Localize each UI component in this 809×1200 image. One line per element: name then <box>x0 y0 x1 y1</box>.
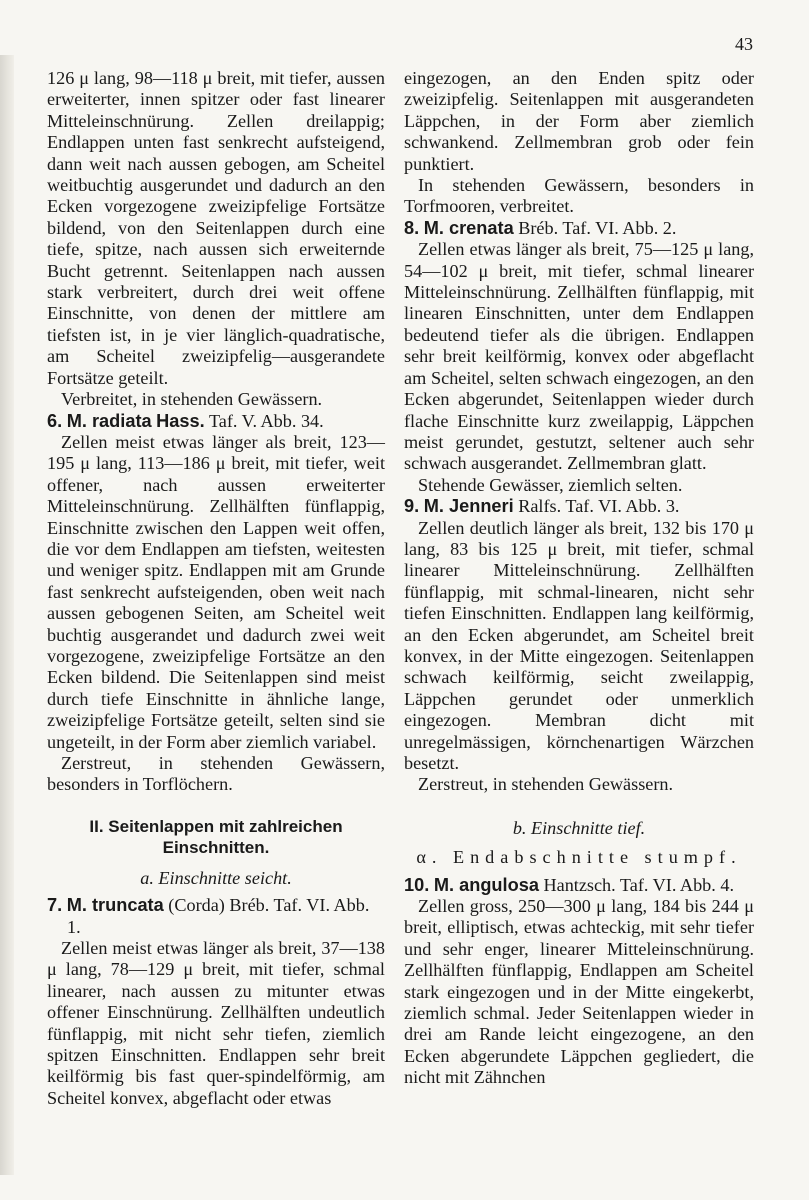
species-author: Ralfs. <box>518 496 562 517</box>
plate-reference: Taf. VI. Abb. 1. <box>67 895 370 937</box>
page-number: 43 <box>735 34 753 54</box>
plate-reference: Taf. VI. Abb. 3. <box>565 496 680 517</box>
subsection-heading: b. Einschnitte tief. <box>512 817 646 838</box>
entry-number: 8. <box>404 217 420 238</box>
subsubsection-heading: α. Endabschnitte stumpf. <box>416 847 742 868</box>
species-description: Zellen gross, 250—300 μ lang, 184 bis 244 μ breit, elliptisch, etwas achteckig, mit sehr tiefer und sehr enger, linearer Mitteleinschnürung. Zellhälften fünflappig, Endlappen am Scheitel stark eingezogen und in der Mitte eingekerbt, ziemlich schmal. Jeder Seitenlappen wieder in drei am Rande leicht eingezogene, an den Ecken abgerundete Läppchen gegliedert, die nicht mit Zähnchen <box>404 896 754 1088</box>
paragraph: eingezogen, an den Enden spitz oder zweizipfelig. Seitenlappen mit ausgerandeten Läppchen, in der Form aber ziemlich schwankend. Zellmembran grob oder fein punktiert. <box>404 68 754 174</box>
species-name: M. truncata <box>66 895 164 916</box>
species-entry-9 <box>404 496 754 517</box>
entry-number: 7. <box>47 895 63 916</box>
habitat-note: Stehende Gewässer, ziemlich selten. <box>418 474 683 495</box>
species-description: Zellen etwas länger als breit, 75—125 μ lang, 54—102 μ breit, mit tiefer, schmal linearer Mitteleinschnürung. Zellhälften fünflappig, mit linearen Einschnitten, unter dem Endlappen bedeutend tiefer als die übrigen. Endlappen sehr breit keilförmig, konvex oder abgeflacht am Scheitel, selten schwach eingezogen, an den Ecken abgerundet, Seitenlappen wieder durch flache Einschnitte kurz zweilappig, Läppchen meist gerundet, gestutzt, seltener auch sehr schwach ausgerandet. Zellmembran glatt. <box>404 239 754 474</box>
entry-number: 10. <box>404 874 430 895</box>
entry-number: 6. <box>47 410 63 431</box>
species-author: Hass. <box>156 410 205 431</box>
species-description: Zellen meist etwas länger als breit, 37—138 μ lang, 78—129 μ breit, mit tiefer, schmal linearer, nach aussen zu mitunter etwas offener Einschnürung. Zellhälften undeutlich fünflappig, mit nicht sehr tiefen, ziemlich spitzen Einschnitten. Endlappen sehr breit keilförmig bis fast quer-spindelförmig, am Scheitel konvex, abgeflacht oder etwas <box>47 938 385 1108</box>
species-author: (Corda) Bréb. <box>168 895 270 916</box>
species-description: Zellen meist etwas länger als breit, 123—195 μ lang, 113—186 μ breit, mit tiefer, weit offener, nach aussen erweiterter Mitteleinschnürung. Zellhälften fünflappig, Einschnitte zwischen den Lappen weit offen, die vor dem Endlappen am tiefsten, weitesten und weniger spitz. Endlappen mit am Grunde fast senkrecht aufsteigenden, oben weit nach aussen gebogenen Seiten, am Scheitel weit buchtig ausgerandet und dadurch zwei weit vorgezogene, zweizipfelige Fortsätze an den Ecken bildend. Die Seitenlappen sind meist durch tiefe Einschnitte in ähnliche lange, zweizipfelige Fortsätze geteilt, selten sind sie ungeteilt, in der Form aber ziemlich variabel. <box>47 431 385 752</box>
binding-edge <box>0 55 14 1175</box>
species-name: M. angulosa <box>433 874 539 895</box>
species-entry-8 <box>404 218 754 239</box>
subsection-heading: a. Einschnitte seicht. <box>140 867 292 888</box>
species-entry-6 <box>47 411 385 432</box>
plate-reference: Taf. VI. Abb. 2. <box>562 217 677 238</box>
habitat-note: In stehenden Gewässern, besonders in Torfmooren, verbreitet. <box>404 175 754 217</box>
habitat-note: Zerstreut, in stehenden Gewässern, besonders in Torflöchern. <box>47 753 385 795</box>
species-entry-10 <box>404 875 754 896</box>
species-entry-7 <box>47 895 385 938</box>
right-column <box>404 68 754 1089</box>
paragraph: 126 μ lang, 98—118 μ breit, mit tiefer, aussen erweiterter, innen spitzer oder fast linearer Mitteleinschnürung. Zellen dreilappig; Endlappen unten fast senkrecht aufsteigend, dann weit nach aussen gebogen, am Scheitel weitbuchtig ausgerundet und dadurch an den Ecken vorgezogene zweizipfelige Fortsätze bildend, von den Seitenlappen durch eine tiefe, spitze, nach aussen sich erweiternde Bucht getrennt. Seitenlappen nach aussen stark verbreitert, durch drei weit offene Einschnitte, von denen der mittlere am tiefsten ist, in je vier länglich-quadratische, am Scheitel zweizipfelig—ausgerandete Fortsätze geteilt. <box>47 68 385 388</box>
section-heading: II. Seitenlappen mit zahlreichen Einschnitten. <box>89 816 343 857</box>
species-name: M. Jenneri <box>423 496 514 517</box>
plate-reference: Taf. V. Abb. 34. <box>208 410 324 431</box>
species-name: M. crenata <box>423 217 514 238</box>
species-name: M. radiata <box>66 410 152 431</box>
species-author: Hantzsch. <box>543 874 616 895</box>
plate-reference: Taf. VI. Abb. 4. <box>619 874 734 895</box>
left-column <box>47 68 385 1109</box>
species-author: Bréb. <box>518 217 559 238</box>
species-description: Zellen deutlich länger als breit, 132 bis 170 μ lang, 83 bis 125 μ breit, mit tiefer, schmal linearer Mitteleinschnürung. Zellhälften fünflappig, mit schmal-linearen, nicht sehr tiefen Einschnitten. Endlappen lang keilförmig, an den Ecken abgerundet, am Scheitel breit konvex, in der Mitte eingezogen. Seitenlappen schwach keilförmig, seicht zweilappig, Läppchen gerundet oder unmerklich eingezogen. Membran dicht mit unregelmässigen, körnchenartigen Wärzchen besetzt. <box>404 517 754 773</box>
habitat-note: Zerstreut, in stehenden Gewässern. <box>418 774 674 795</box>
entry-number: 9. <box>404 496 420 517</box>
habitat-note: Verbreitet, in stehenden Gewässern. <box>61 389 323 410</box>
